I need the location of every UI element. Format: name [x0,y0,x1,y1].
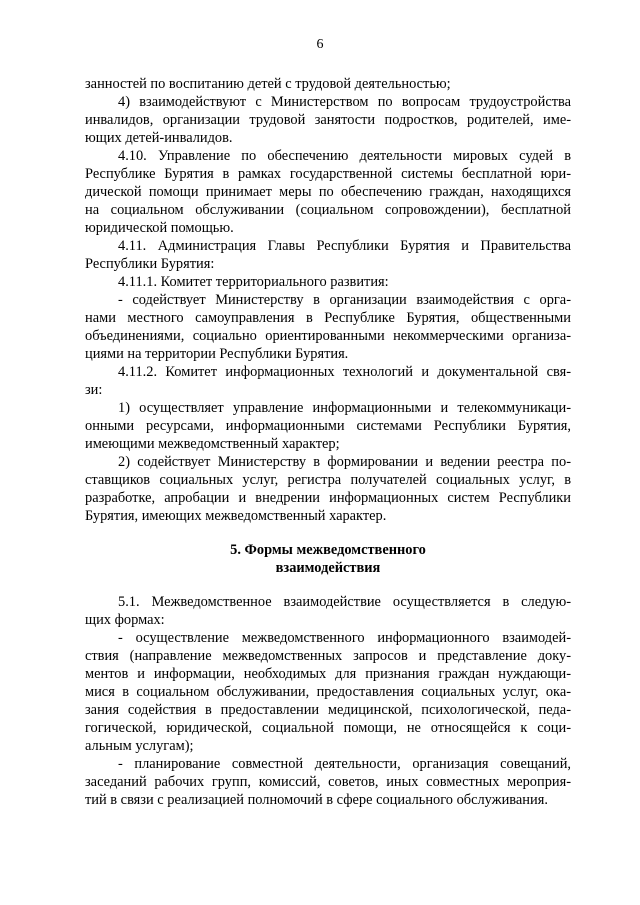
heading-line: взаимодействия [275,560,381,576]
heading-line: 5. Формы межведомственного [230,542,426,558]
text-line: инвалидов, организации трудовой занятости подростков, родителей, име- [85,112,571,128]
text-line: - содействует Министерству в организации взаимодействия с орга- [118,292,571,308]
text-line: 4.11.1. Комитет территориального развития: [118,274,389,290]
text-line: занностей по воспитанию детей с трудовой деятельностью; [85,76,451,92]
text-line: ющих детей-инвалидов. [85,130,233,146]
text-line: ствия (направление межведомственных запросов и представление доку- [85,648,571,664]
text-block-section-5 [85,593,571,809]
text-line: 5.1. Межведомственное взаимодействие осуществляется в следую- [118,594,571,610]
text-line: 1) осуществляет управление информационными и телекоммуникаци- [118,400,571,416]
text-line: дической помощи принимает меры по обеспечению граждан, находящихся [85,184,571,200]
text-line: 2) содействует Министерству в формировании и ведении реестра по- [118,454,571,470]
text-line: разработке, апробации и внедрении информационных систем Республики [85,490,571,506]
text-line: зания содействия в предоставлении медицинской, психологической, педа- [85,702,571,718]
text-line: мися в социальном обслуживании, предоставления социальных услуг, ока- [85,684,571,700]
text-line: на социальном обслуживании (социальном сопровождении), бесплатной [85,202,571,218]
text-line: нами местного самоуправления в Республике Бурятия, общественными [85,310,571,326]
text-line: юридической помощью. [85,220,234,236]
spacer [85,577,571,593]
text-line: 4) взаимодействуют с Министерством по вопросам трудоустройства [118,94,571,110]
section-heading [85,541,571,577]
text-line: - планирование совместной деятельности, организация совещаний, [118,756,571,772]
document-body [85,75,571,809]
text-line: ставщиков социальных услуг, регистра получателей социальных услуг, в [85,472,571,488]
text-line: Бурятия, имеющих межведомственный характер. [85,508,387,524]
text-line: онными ресурсами, информационными системами Республики Бурятия, [85,418,571,434]
text-line: тий в связи с реализацией полномочий в сфере социального обслуживания. [85,792,548,808]
text-line: - осуществление межведомственного информационного взаимодей- [118,630,571,646]
text-block-section-4 [85,75,571,525]
text-line: Республики Бурятия: [85,256,215,272]
text-line: Республике Бурятия в рамках государственной системы бесплатной юри- [85,166,571,182]
text-line: альным услугам); [85,738,194,754]
text-line: имеющими межведомственный характер; [85,436,340,452]
text-line: 4.10. Управление по обеспечению деятельности мировых судей в [118,148,571,164]
text-line: заседаний рабочих групп, комиссий, советов, иных совместных мероприя- [85,774,571,790]
text-line: циями на территории Республики Бурятия. [85,346,349,362]
text-line: щих формах: [85,612,165,628]
text-line: 4.11. Администрация Главы Республики Бурятия и Правительства [118,238,571,254]
spacer [85,525,571,541]
page-number: 6 [316,37,324,52]
text-line: 4.11.2. Комитет информационных технологий и документальной свя- [118,364,571,380]
text-line: зи: [85,382,103,398]
text-line: гогической, юридической, социальной помощи, не относящейся к соци- [85,720,571,736]
text-line: ментов и информации, необходимых для признания граждан нуждающи- [85,666,571,682]
text-line: объединениями, социально ориентированными некоммерческими организа- [85,328,571,344]
